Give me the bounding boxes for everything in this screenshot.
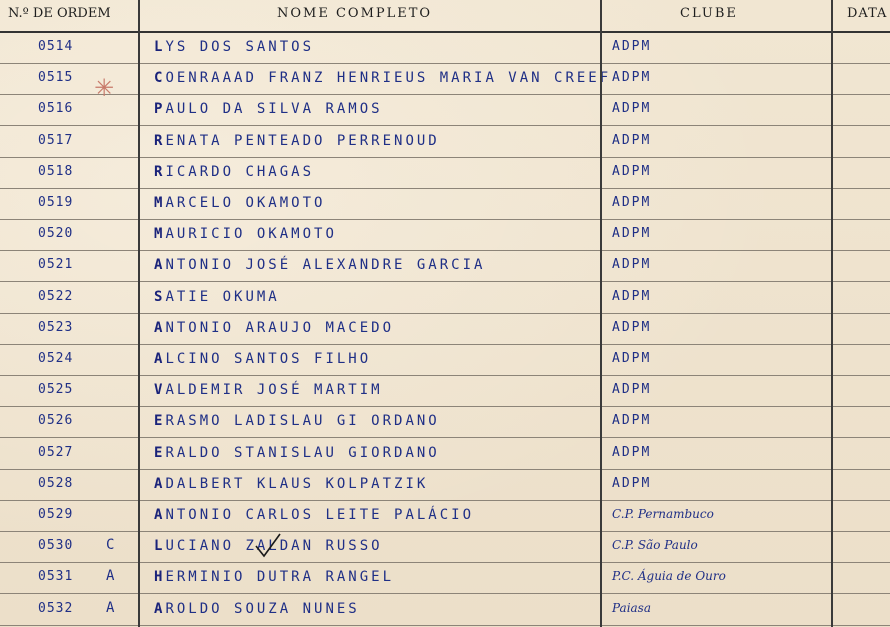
- entry-number: 0529: [38, 507, 74, 522]
- entry-mark: C: [106, 537, 115, 554]
- entry-name: COENRAAAD FRANZ HENRIEUS MARIA VAN CREEF: [154, 70, 612, 87]
- entry-club: ADPM: [612, 382, 652, 398]
- ledger-row: [0, 344, 890, 376]
- ledger-row: [0, 438, 890, 470]
- ledger-row: [0, 500, 890, 532]
- header-nome: NOME COMPLETO: [277, 6, 433, 21]
- ledger-row: [0, 32, 890, 64]
- entry-number: 0532: [38, 600, 74, 616]
- entry-number: 0517: [38, 132, 74, 148]
- asterisk-mark-icon: ✳: [94, 74, 115, 102]
- ledger-row: [0, 94, 890, 126]
- header-data: DATA: [847, 6, 888, 21]
- entry-club: ADPM: [612, 39, 652, 54]
- ledger-row: [0, 250, 890, 282]
- entry-name: ALCINO SANTOS FILHO: [154, 351, 372, 367]
- entry-name: RICARDO CHAGAS: [154, 163, 315, 180]
- entry-club: C.P. São Paulo: [612, 538, 698, 553]
- ledger-row: [0, 406, 890, 438]
- entry-club: ADPM: [612, 163, 652, 179]
- entry-number: 0518: [38, 163, 74, 179]
- entry-club: ADPM: [612, 195, 652, 210]
- ledger-row: [0, 469, 890, 501]
- entry-name: ANTONIO ARAUJO MACEDO: [154, 319, 395, 336]
- entry-name: HERMINIO DUTRA RANGEL: [154, 569, 395, 586]
- entry-club: ADPM: [612, 444, 652, 460]
- entry-club: ADPM: [612, 132, 652, 148]
- entry-number: 0520: [38, 226, 74, 242]
- entry-number: 0525: [38, 382, 74, 398]
- ledger-row: [0, 157, 890, 189]
- ledger-row: [0, 531, 890, 563]
- ledger-row: [0, 188, 890, 220]
- entry-number: 0526: [38, 413, 74, 429]
- entry-name: PAULO DA SILVA RAMOS: [154, 101, 383, 118]
- entry-club: ADPM: [612, 475, 652, 491]
- entry-name: ERALDO STANISLAU GIORDANO: [154, 444, 440, 461]
- column-divider-clube: [831, 0, 833, 627]
- header-ordem: N.º DE ORDEM: [8, 6, 111, 21]
- ledger-row: [0, 282, 890, 314]
- entry-number: 0521: [38, 257, 74, 273]
- ledger-row: [0, 63, 890, 95]
- entry-club: ADPM: [612, 413, 652, 429]
- entry-name: RENATA PENTEADO PERRENOUD: [154, 132, 440, 149]
- column-divider-ordem: [138, 0, 140, 627]
- entry-name: ERASMO LADISLAU GI ORDANO: [154, 413, 440, 430]
- ledger-row: [0, 219, 890, 251]
- entry-number: 0523: [38, 319, 74, 335]
- entry-number: 0528: [38, 475, 74, 491]
- entry-mark: A: [106, 599, 115, 616]
- ledger-header: [0, 0, 890, 33]
- entry-name: VALDEMIR JOSÉ MARTIM: [154, 382, 383, 399]
- entry-mark: A: [106, 568, 115, 585]
- ledger-row: [0, 562, 890, 594]
- entry-number: 0516: [38, 101, 74, 117]
- entry-name: LYS DOS SANTOS: [154, 39, 315, 55]
- ledger-row: [0, 313, 890, 345]
- column-divider-nome: [600, 0, 602, 627]
- ledger-row: [0, 126, 890, 158]
- entry-club: ADPM: [612, 288, 652, 304]
- entry-number: 0514: [38, 39, 74, 54]
- entry-club: ADPM: [612, 70, 652, 86]
- ledger-row: [0, 375, 890, 407]
- entry-number: 0524: [38, 351, 74, 366]
- entry-club: C.P. Pernambuco: [612, 507, 714, 521]
- header-clube: CLUBE: [680, 6, 738, 21]
- entry-club: ADPM: [612, 101, 652, 117]
- entry-number: 0531: [38, 569, 74, 585]
- entry-name: SATIE OKUMA: [154, 288, 280, 305]
- entry-club: ADPM: [612, 226, 652, 242]
- checkmark-icon: [254, 532, 282, 560]
- entry-name: AROLDO SOUZA NUNES: [154, 600, 360, 617]
- entry-club: Paiasa: [612, 600, 651, 615]
- ledger-row: [0, 594, 890, 626]
- entry-name: ADALBERT KLAUS KOLPATZIK: [154, 475, 429, 492]
- entry-club: P.C. Águia de Ouro: [612, 569, 726, 584]
- entry-number: 0522: [38, 288, 74, 304]
- entry-name: MAURICIO OKAMOTO: [154, 226, 337, 243]
- entry-number: 0519: [38, 195, 74, 210]
- entry-name: ANTONIO JOSÉ ALEXANDRE GARCIA: [154, 257, 486, 274]
- entry-number: 0530: [38, 538, 74, 554]
- entry-club: ADPM: [612, 319, 652, 335]
- entry-name: MARCELO OKAMOTO: [154, 195, 326, 211]
- entry-club: ADPM: [612, 351, 652, 366]
- entry-club: ADPM: [612, 257, 652, 273]
- entry-number: 0515: [38, 70, 74, 86]
- entry-name: ANTONIO CARLOS LEITE PALÁCIO: [154, 507, 475, 523]
- entry-name: LUCIANO ZALDAN RUSSO: [154, 538, 383, 555]
- entry-number: 0527: [38, 444, 74, 460]
